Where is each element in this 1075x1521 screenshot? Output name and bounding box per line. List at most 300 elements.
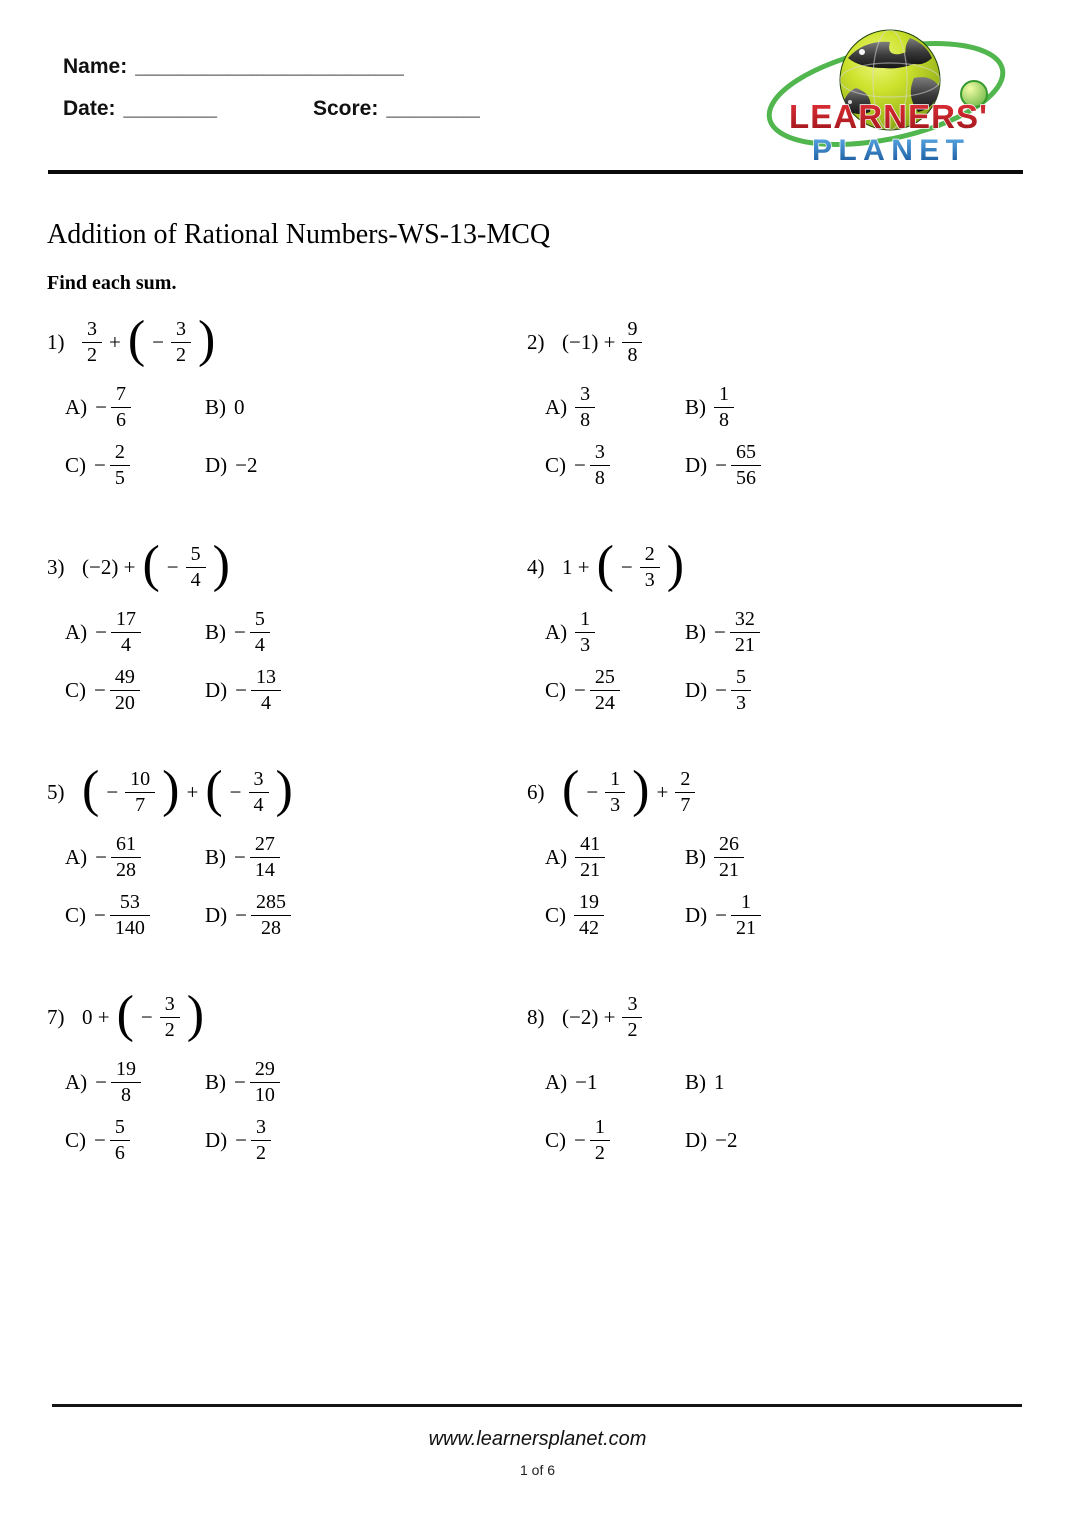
math-text: (−2) + (562, 1004, 616, 1029)
fraction-numerator: 17 (111, 608, 141, 633)
question-number: 2) (527, 329, 545, 354)
option (685, 832, 1027, 882)
option-label: C) (545, 1127, 566, 1152)
question-block (47, 306, 527, 531)
fraction-numerator: 41 (575, 833, 605, 858)
option (65, 607, 205, 657)
option-label: C) (545, 452, 566, 477)
fraction-numerator: 61 (111, 833, 141, 858)
question-number: 8) (527, 1004, 545, 1029)
fraction (160, 993, 180, 1042)
fraction-numerator: 3 (171, 318, 191, 343)
footer-page-number: 1 of 6 (519, 1462, 556, 1478)
fraction-denominator: 24 (594, 691, 615, 714)
big-paren-close-icon: ) (275, 761, 293, 818)
fraction (110, 441, 130, 490)
option-label: A) (545, 394, 568, 419)
math-text: (−2) + (82, 554, 136, 579)
fraction-numerator: 13 (251, 666, 281, 691)
header-divider (48, 170, 1023, 174)
fraction (110, 666, 140, 715)
question-options (65, 607, 527, 715)
question-number: 4) (527, 554, 545, 579)
math-text: − (234, 619, 246, 644)
option-label: A) (545, 1069, 568, 1094)
big-paren-close-icon: ) (212, 536, 230, 593)
fraction-denominator: 56 (736, 466, 757, 489)
fraction-denominator: 6 (116, 408, 127, 431)
logo-learners-text: LEARNERS' (789, 98, 987, 135)
fraction (714, 833, 744, 882)
fraction-numerator: 1 (590, 1116, 610, 1141)
option-label: C) (65, 677, 86, 702)
question-head (527, 756, 1027, 828)
option-value (714, 383, 734, 432)
fraction (82, 318, 102, 367)
fraction (731, 441, 761, 490)
fraction-numerator: 3 (251, 1116, 271, 1141)
option-label: A) (65, 619, 88, 644)
option-value (715, 666, 751, 715)
fraction-denominator: 6 (114, 1141, 125, 1164)
option (685, 607, 1027, 657)
fraction-numerator: 2 (675, 768, 695, 793)
option (65, 382, 205, 432)
option-label: D) (205, 452, 228, 477)
fraction-numerator: 1 (575, 608, 595, 633)
math-text: 0 + (82, 1004, 110, 1029)
option-value (234, 1058, 280, 1107)
fraction-denominator: 21 (736, 916, 757, 939)
fraction-denominator: 8 (121, 1083, 132, 1106)
question-head (47, 756, 527, 828)
question-options (545, 382, 1027, 490)
fraction-numerator: 3 (575, 383, 595, 408)
fraction-numerator: 19 (111, 1058, 141, 1083)
fraction-denominator: 3 (610, 793, 621, 816)
option-value (714, 1070, 725, 1095)
fraction (590, 1116, 610, 1165)
fraction-denominator: 7 (680, 793, 691, 816)
fraction-denominator: 8 (580, 408, 591, 431)
option-label: B) (205, 619, 226, 644)
footer-divider (52, 1404, 1022, 1407)
option-label: B) (205, 844, 226, 869)
fraction (251, 1116, 271, 1165)
fraction-numerator: 2 (640, 543, 660, 568)
option-value (715, 891, 761, 940)
option (205, 382, 527, 432)
math-text: + (656, 779, 669, 804)
math-text: − (229, 779, 242, 804)
fraction-denominator: 14 (254, 858, 275, 881)
big-paren-close-icon: ) (162, 761, 180, 818)
big-paren-close-icon: ) (198, 311, 216, 368)
math-text: − (94, 902, 106, 927)
big-paren-open-icon: ( (127, 311, 146, 368)
option-label: D) (205, 1127, 228, 1152)
option-label: C) (65, 1127, 86, 1152)
option-label: D) (685, 1127, 708, 1152)
option-label: A) (65, 394, 88, 419)
fraction-numerator: 27 (250, 833, 280, 858)
date-blank-line: ________ (123, 97, 217, 120)
fraction-denominator: 20 (114, 691, 135, 714)
option-label: B) (685, 844, 706, 869)
math-text: − (235, 1127, 248, 1152)
big-paren-close-icon: ) (186, 986, 205, 1043)
question-expression (562, 763, 695, 821)
question-head (527, 531, 1027, 603)
math-text: − (94, 452, 106, 477)
fraction-denominator: 4 (254, 633, 265, 656)
fraction (186, 543, 206, 592)
fraction-denominator: 2 (256, 1141, 267, 1164)
big-paren-open-icon: ( (82, 761, 100, 818)
fraction-denominator: 2 (164, 1018, 175, 1041)
option (65, 832, 205, 882)
option-value (575, 383, 595, 432)
fraction-numerator: 1 (731, 891, 761, 916)
option (545, 665, 685, 715)
fraction-numerator: 65 (731, 441, 761, 466)
question-expression (82, 763, 293, 821)
fraction (731, 666, 751, 715)
math-text: − (586, 779, 599, 804)
big-paren-close-icon: ) (632, 761, 650, 818)
math-text: −2 (235, 452, 258, 477)
math-text: + (186, 779, 199, 804)
option (65, 890, 205, 940)
big-paren-open-icon: ( (142, 536, 160, 593)
option-label: A) (65, 844, 88, 869)
fraction-denominator: 4 (121, 633, 132, 656)
math-text: − (620, 554, 633, 579)
option-value (714, 833, 744, 882)
fraction (111, 833, 141, 882)
fraction-denominator: 28 (261, 916, 282, 939)
question-block (527, 306, 1027, 531)
option-value (235, 453, 257, 478)
math-text: 1 + (562, 554, 590, 579)
question-options (545, 1057, 1027, 1165)
option-value (94, 1116, 130, 1165)
option-value (575, 833, 605, 882)
fraction (590, 666, 620, 715)
fraction-numerator: 29 (250, 1058, 280, 1083)
option-value (235, 666, 281, 715)
math-text: − (152, 329, 165, 354)
fraction (590, 441, 610, 490)
fraction (125, 768, 155, 817)
learners-planet-logo (762, 22, 1010, 174)
math-text: −1 (575, 1069, 598, 1094)
question-block (527, 981, 1027, 1206)
option-label: B) (205, 1069, 226, 1094)
option-value (235, 1116, 271, 1165)
fraction-denominator: 10 (254, 1083, 275, 1106)
fraction (622, 318, 642, 367)
question-number: 5) (47, 779, 65, 804)
worksheet-title: Addition of Rational Numbers-WS-13-MCQ (47, 219, 551, 250)
big-paren-open-icon: ( (116, 986, 134, 1043)
fraction-numerator: 3 (249, 768, 269, 793)
fraction (111, 383, 131, 432)
logo-planet-text: PLANET (812, 134, 964, 167)
option-value (234, 608, 270, 657)
fraction-numerator: 1 (714, 383, 734, 408)
question-expression (562, 318, 642, 367)
math-text: − (95, 619, 108, 644)
math-text: − (574, 452, 586, 477)
question-head (47, 306, 527, 378)
option (205, 1115, 527, 1165)
question-block (47, 531, 527, 756)
math-text: − (235, 902, 248, 927)
math-text: − (106, 779, 119, 804)
fraction (111, 608, 141, 657)
question-options (545, 832, 1027, 940)
option-value (574, 666, 620, 715)
fraction-denominator: 5 (114, 466, 125, 489)
fraction-numerator: 53 (110, 891, 150, 916)
option-value (94, 666, 140, 715)
date-label: Date: (63, 97, 116, 120)
math-text: − (715, 902, 728, 927)
math-text: + (109, 329, 121, 354)
math-text: − (94, 1127, 106, 1152)
math-text: − (574, 1127, 586, 1152)
option-value (574, 441, 610, 490)
fraction (111, 1058, 141, 1107)
option (65, 665, 205, 715)
fraction (575, 383, 595, 432)
question-options (545, 607, 1027, 715)
fraction-denominator: 2 (176, 343, 187, 366)
option (545, 1057, 685, 1107)
math-text: − (235, 677, 248, 702)
fraction-numerator: 26 (714, 833, 744, 858)
big-paren-open-icon: ( (205, 761, 223, 818)
option-value (574, 891, 604, 940)
option (685, 440, 1027, 490)
big-paren-open-icon: ( (562, 761, 580, 818)
option-value (714, 608, 760, 657)
option-value (95, 383, 131, 432)
questions-grid (47, 306, 1037, 1206)
fraction-denominator: 8 (627, 343, 638, 366)
option (685, 890, 1027, 940)
fraction-denominator: 2 (594, 1141, 605, 1164)
question-head (47, 981, 527, 1053)
fraction-numerator: 10 (125, 768, 155, 793)
fraction-denominator: 21 (580, 858, 601, 881)
question-number: 3) (47, 554, 65, 579)
option (545, 832, 685, 882)
option (205, 665, 527, 715)
fraction (575, 833, 605, 882)
question-expression (82, 313, 215, 371)
fraction (675, 768, 695, 817)
option (205, 832, 527, 882)
question-head (527, 306, 1027, 378)
option-value (235, 891, 291, 940)
name-row (63, 55, 480, 97)
fraction-denominator: 8 (719, 408, 729, 431)
fraction-numerator: 5 (110, 1116, 130, 1141)
fraction (249, 768, 269, 817)
question-expression (82, 538, 230, 596)
option-value (234, 395, 245, 420)
math-text: − (95, 394, 108, 419)
fraction-numerator: 3 (160, 993, 180, 1018)
fraction-numerator: 32 (730, 608, 760, 633)
fraction-denominator: 4 (261, 691, 272, 714)
option-label: D) (685, 902, 708, 927)
question-expression (562, 538, 684, 596)
fraction-numerator: 285 (251, 891, 291, 916)
option-value (715, 1128, 737, 1153)
fraction-denominator: 4 (190, 568, 201, 591)
question-number: 1) (47, 329, 65, 354)
fraction-denominator: 8 (594, 466, 605, 489)
fraction (251, 666, 281, 715)
globe-icon (762, 22, 1010, 174)
fraction-denominator: 3 (580, 633, 591, 656)
question-expression (562, 993, 642, 1042)
fraction (110, 891, 150, 940)
math-text: −2 (715, 1127, 738, 1152)
fraction (251, 891, 291, 940)
option-label: C) (65, 452, 86, 477)
fraction (605, 768, 625, 817)
option-value (715, 441, 761, 490)
fraction-denominator: 4 (253, 793, 264, 816)
fraction-denominator: 2 (87, 343, 97, 366)
instruction: Find each sum. (47, 272, 177, 294)
fraction-numerator: 19 (574, 891, 604, 916)
option-label: D) (685, 452, 708, 477)
fraction (250, 608, 270, 657)
fraction (250, 1058, 280, 1107)
option-label: C) (65, 902, 86, 927)
option-label: B) (205, 394, 226, 419)
math-text: − (234, 1069, 246, 1094)
option (545, 1115, 685, 1165)
math-text: 0 (234, 394, 245, 419)
option (685, 1115, 1027, 1165)
fraction (171, 318, 191, 367)
question-block (527, 531, 1027, 756)
fraction-numerator: 5 (250, 608, 270, 633)
math-text: − (574, 677, 586, 702)
question-block (47, 756, 527, 981)
option-label: C) (545, 902, 566, 927)
fraction-denominator: 3 (736, 691, 747, 714)
question-block (47, 981, 527, 1206)
option-value (575, 1070, 597, 1095)
question-options (65, 382, 527, 490)
fraction (250, 833, 280, 882)
option-label: A) (545, 619, 568, 644)
fraction-numerator: 3 (622, 993, 642, 1018)
option-label: D) (685, 677, 708, 702)
option-value (94, 441, 130, 490)
fraction (730, 608, 760, 657)
option-label: B) (685, 394, 706, 419)
fraction-numerator: 3 (590, 441, 610, 466)
math-text: − (166, 554, 179, 579)
fraction (110, 1116, 130, 1165)
fraction (714, 383, 734, 432)
question-number: 7) (47, 1004, 65, 1029)
option (545, 440, 685, 490)
fraction-numerator: 5 (186, 543, 206, 568)
fraction-numerator: 49 (110, 666, 140, 691)
fraction (622, 993, 642, 1042)
fraction-denominator: 28 (116, 858, 137, 881)
option (65, 1057, 205, 1107)
option-label: A) (65, 1069, 88, 1094)
option (685, 382, 1027, 432)
math-text: − (715, 452, 728, 477)
option-value (574, 1116, 610, 1165)
option-value (95, 608, 141, 657)
header (63, 55, 480, 139)
fraction (575, 608, 595, 657)
math-text: − (234, 844, 246, 869)
math-text: − (714, 619, 726, 644)
math-text: 1 (714, 1069, 725, 1094)
option (545, 382, 685, 432)
option-value (95, 1058, 141, 1107)
fraction-denominator: 3 (644, 568, 655, 591)
fraction-numerator: 9 (622, 318, 642, 343)
question-options (65, 1057, 527, 1165)
option-value (94, 891, 150, 940)
option-value (234, 833, 280, 882)
fraction-numerator: 5 (731, 666, 751, 691)
option (545, 890, 685, 940)
option (205, 607, 527, 657)
footer-website: www.learnersplanet.com (428, 1428, 647, 1450)
name-label: Name: (63, 55, 128, 78)
date-score-row (63, 97, 480, 139)
math-text: − (140, 1004, 153, 1029)
fraction-numerator: 7 (111, 383, 131, 408)
option (205, 440, 527, 490)
math-text: − (95, 844, 108, 869)
big-paren-close-icon: ) (666, 536, 685, 593)
big-paren-open-icon: ( (596, 536, 614, 593)
option (205, 890, 527, 940)
option-value (95, 833, 141, 882)
math-text: − (94, 677, 106, 702)
fraction-numerator: 2 (110, 441, 130, 466)
fraction-denominator: 21 (734, 633, 755, 656)
question-head (527, 981, 1027, 1053)
option (545, 607, 685, 657)
fraction-denominator: 7 (135, 793, 146, 816)
math-text: − (95, 1069, 108, 1094)
option (685, 665, 1027, 715)
option-label: D) (205, 902, 228, 927)
option-label: D) (205, 677, 228, 702)
fraction-denominator: 2 (627, 1018, 638, 1041)
fraction-denominator: 42 (579, 916, 599, 939)
option-label: C) (545, 677, 566, 702)
option-label: B) (685, 1069, 706, 1094)
